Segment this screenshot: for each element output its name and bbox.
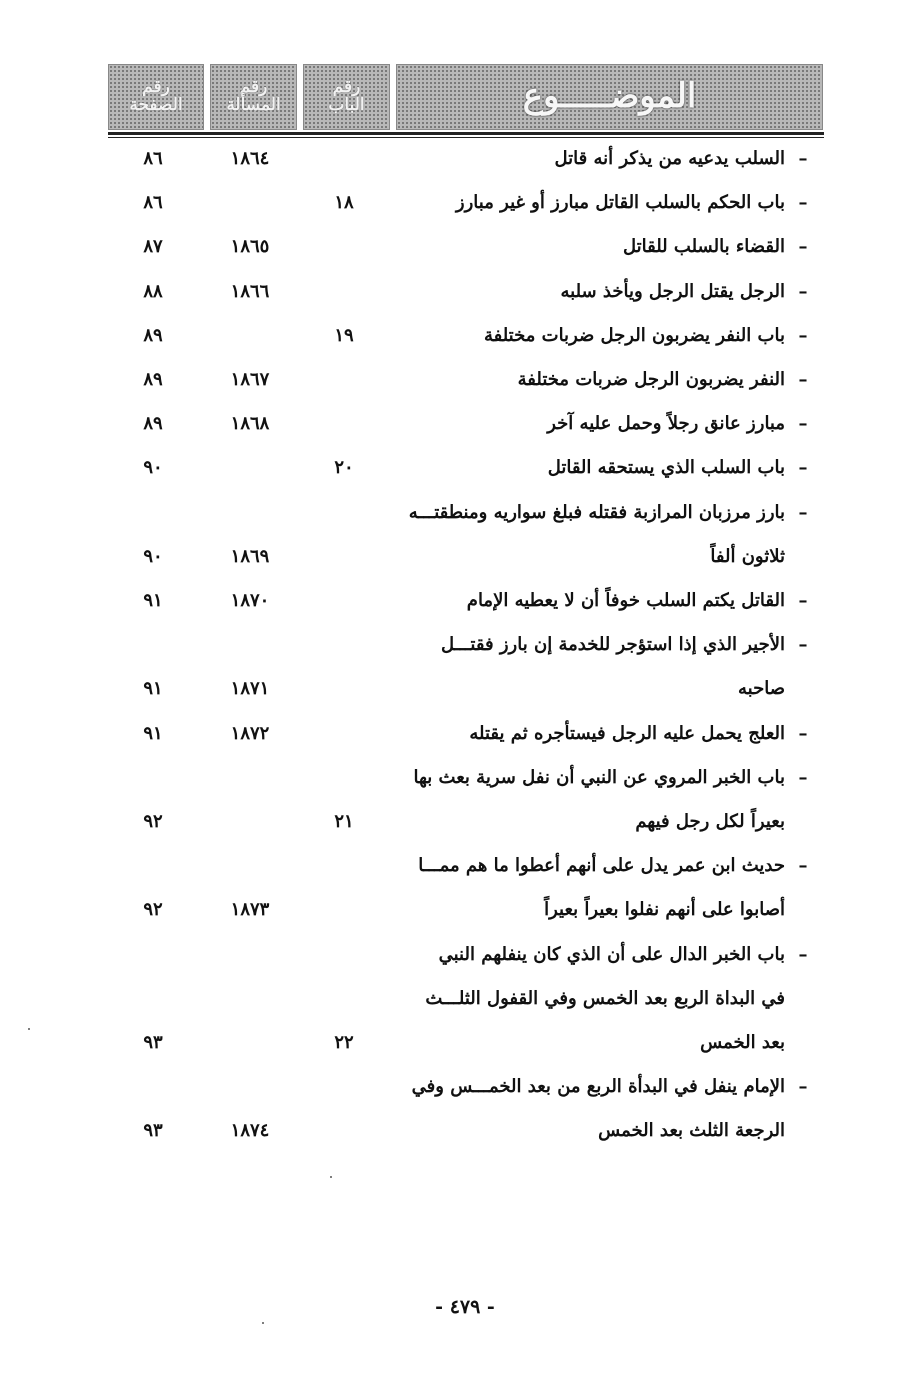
page-ref: ٨٦ [143, 148, 163, 169]
chapter-number: ١٨ [334, 192, 354, 214]
header-chapter-line1: رقم [332, 77, 361, 98]
header-page-line2: الصفحة [129, 95, 183, 115]
entry-text-continuation: بعد الخمس [700, 1032, 785, 1053]
page-ref: ٩١ [143, 722, 163, 744]
chapter-number: ٢٢ [334, 1032, 354, 1053]
entry-dash: – [798, 855, 808, 877]
entry-dash: – [798, 501, 808, 523]
entry-text: باب النفر يضربون الرجل ضربات مختلفة [483, 324, 785, 346]
issue-number: ١٨٦٨ [230, 413, 270, 435]
issue-number: ١٨٦٥ [230, 236, 270, 258]
page-ref: ٨٩ [143, 324, 163, 346]
issue-number: ١٨٦٦ [230, 280, 270, 302]
entry-text: باب السلب الذي يستحقه القاتل [547, 457, 785, 479]
entry-dash: – [798, 369, 808, 390]
entry-dash: – [798, 413, 808, 435]
issue-number: ١٨٧٢ [230, 722, 270, 744]
entry-text-continuation: ثلاثون ألفاً [710, 545, 785, 567]
entry-text-continuation: بعيراً لكل رجل فيهم [635, 811, 785, 832]
entry-dash: – [798, 590, 808, 611]
issue-number: ١٨٧٣ [230, 899, 270, 921]
page-ref: ٩٢ [143, 811, 163, 832]
entry-text: القاتل يكتم السلب خوفاً أن لا يعطيه الإمام [466, 590, 785, 611]
page-ref: ٩١ [143, 590, 163, 611]
entry-dash: – [798, 1076, 808, 1098]
entry-text: الإمام ينفل في البدأة الربع من بعد الخمـــس وفي [411, 1076, 785, 1098]
entry-text-continuation: صاحبه [738, 678, 785, 700]
issue-number: ١٨٦٤ [230, 148, 270, 169]
scan-speck [330, 1176, 332, 1178]
scan-speck [28, 1028, 30, 1030]
page-ref: ٩٢ [143, 899, 163, 921]
header-chapter [303, 64, 390, 130]
entry-dash: – [798, 192, 808, 214]
entry-dash: – [798, 324, 808, 346]
page-ref: ٨٧ [143, 236, 163, 258]
header-subject-label: الموضـــــوع [522, 76, 697, 117]
entry-dash: – [798, 457, 808, 479]
entry-text: النفر يضربون الرجل ضربات مختلفة [517, 369, 785, 390]
header-page [108, 64, 204, 130]
page-ref: ٨٩ [143, 413, 163, 435]
chapter-number: ١٩ [334, 324, 354, 346]
entry-text: باب الحكم بالسلب القاتل مبارز أو غير مبارز [455, 192, 785, 214]
entry-text: السلب يدعيه من يذكر أنه قاتل [554, 148, 785, 169]
entry-text: حديث ابن عمر يدل على أنهم أعطوا ما هم ممـــا [418, 855, 785, 877]
entry-dash: – [798, 236, 808, 258]
page-ref: ٩٠ [143, 457, 163, 479]
entry-dash: – [798, 943, 808, 965]
entry-text: مبارز عانق رجلاً وحمل عليه آخر [547, 413, 785, 435]
header-subject [396, 64, 823, 130]
entry-text-continuation: أصابوا على أنهم نفلوا بعيراً بعيراً [544, 899, 785, 921]
issue-number: ١٨٧١ [230, 678, 270, 700]
page-ref: ٨٨ [143, 280, 163, 302]
entry-text: القضاء بالسلب للقاتل [622, 236, 785, 258]
page-ref: ٨٦ [143, 192, 163, 214]
header-issue [210, 64, 297, 130]
entry-text: بارز مرزبان المرازبة فقتله فبلغ سواريه ومنطقتـــه [408, 501, 785, 523]
entry-dash: – [798, 634, 808, 656]
header-rule-thin [108, 137, 824, 138]
issue-number: ١٨٧٠ [230, 590, 270, 611]
entry-text: باب الخبر الدال على أن الذي كان ينفلهم النبي [438, 943, 785, 965]
entry-text: الرجل يقتل الرجل ويأخذ سلبه [560, 280, 785, 302]
entry-text: باب الخبر المروي عن النبي أن نفل سرية بعث بها [413, 766, 785, 788]
page-ref: ٩٣ [143, 1120, 163, 1142]
header-issue-line2: المسألة [226, 95, 281, 115]
entry-text: الأجير الذي إذا استؤجر للخدمة إن بارز فقتـــل [440, 634, 785, 656]
page-ref: ٩٠ [143, 545, 163, 567]
issue-number: ١٨٧٤ [230, 1120, 270, 1142]
page-number: - ٤٧٩ - [435, 1296, 495, 1318]
header-chapter-line2: الباب [328, 95, 365, 115]
page-ref: ٨٩ [143, 369, 163, 390]
chapter-number: ٢١ [334, 811, 354, 832]
entry-dash: – [798, 148, 808, 169]
scan-speck [262, 1322, 264, 1324]
header-issue-line1: رقم [239, 77, 268, 98]
entry-text-continuation: في البداة الربع بعد الخمس وفي القفول الثلـــث [425, 987, 785, 1009]
issue-number: ١٨٦٩ [230, 545, 270, 567]
header-page-line1: رقم [142, 77, 170, 98]
page-ref: ٩٣ [143, 1032, 163, 1053]
entry-dash: – [798, 722, 808, 744]
header-rule-thick [108, 132, 824, 135]
page-ref: ٩١ [143, 678, 163, 700]
entry-text-continuation: الرجعة الثلث بعد الخمس [598, 1120, 785, 1142]
entry-text: العلج يحمل عليه الرجل فيستأجره ثم يقتله [469, 722, 785, 744]
chapter-number: ٢٠ [334, 457, 354, 479]
issue-number: ١٨٦٧ [230, 369, 270, 390]
entry-dash: – [798, 766, 808, 788]
entry-dash: – [798, 280, 808, 302]
